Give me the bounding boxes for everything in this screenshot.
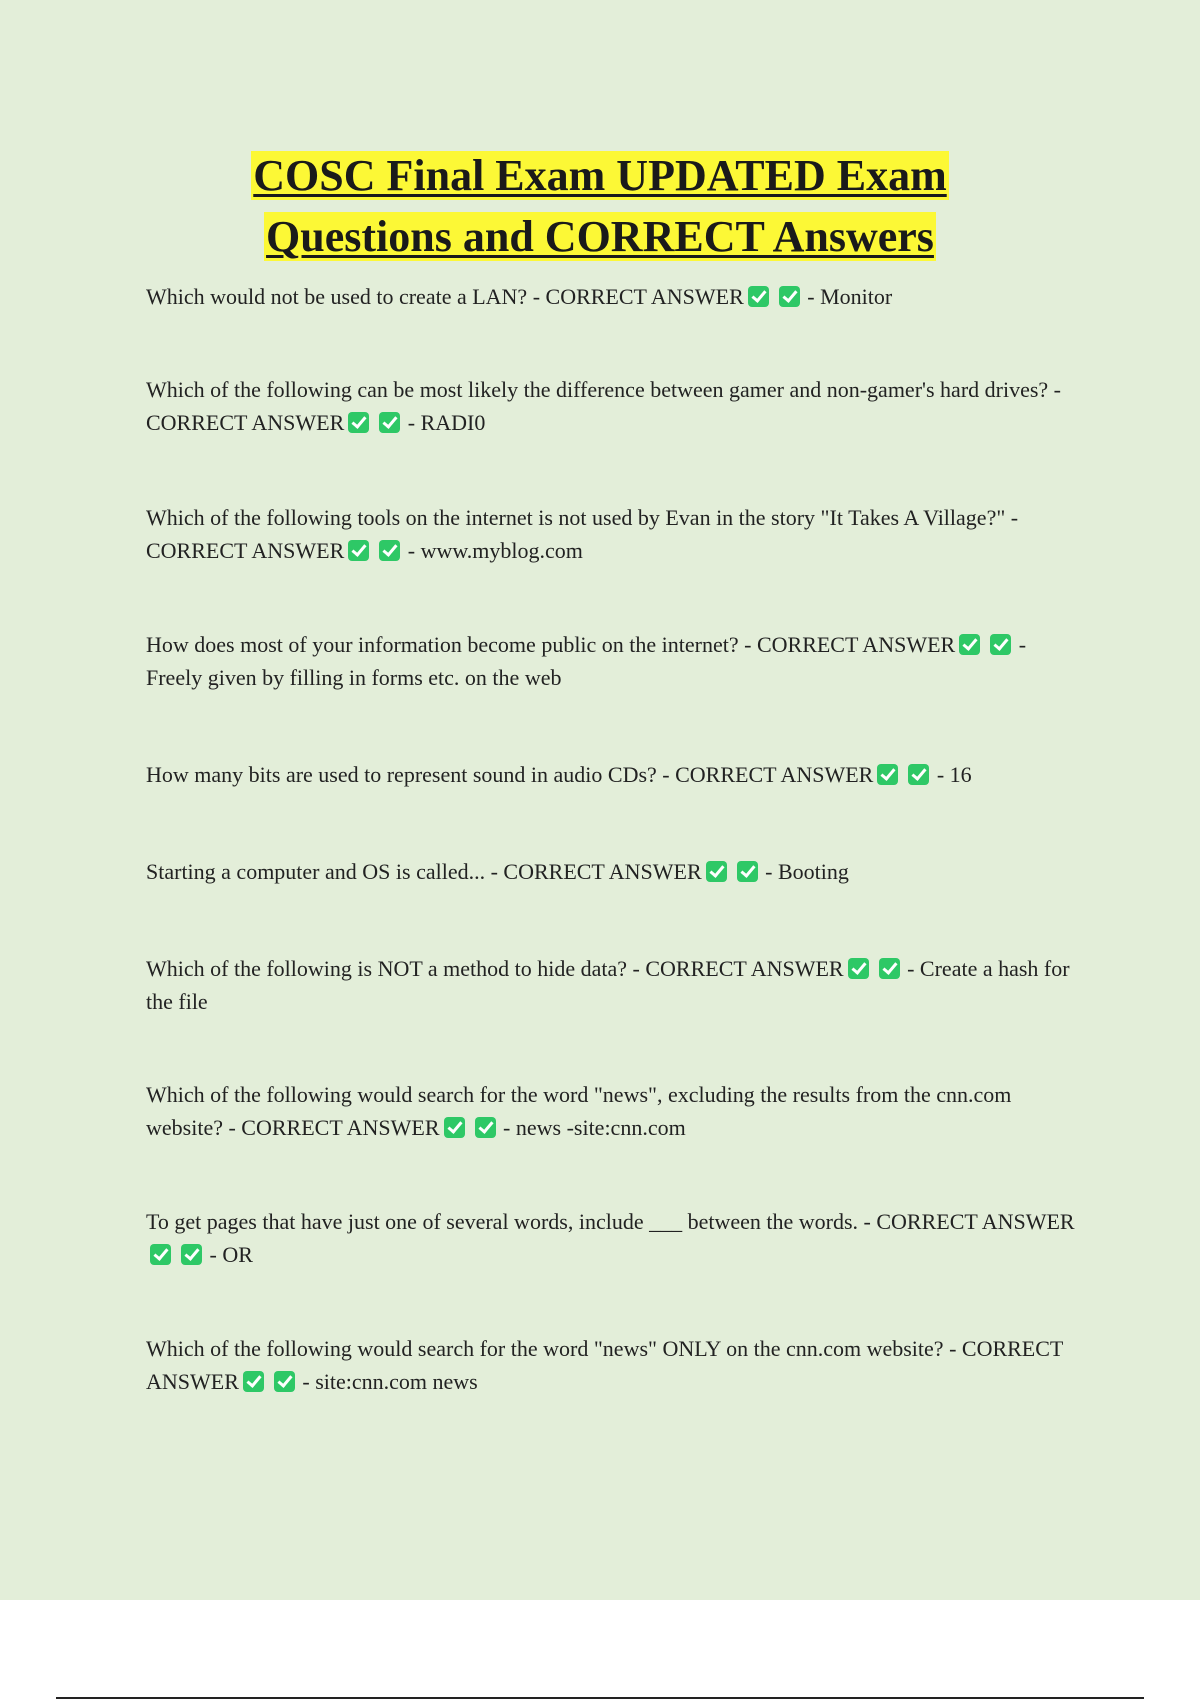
qa-item-1: [146, 280, 1086, 313]
green-check-icon: [748, 286, 769, 307]
qa-question: Which of the following would search for the word "news" ONLY on the cnn.com website? - CORRECT ANSWER: [146, 1336, 1063, 1394]
qa-question: Which of the following would search for the word "news", excluding the results from the cnn.com website? - CORRECT ANSWER: [146, 1082, 1012, 1140]
green-check-icon: [379, 540, 400, 561]
green-check-icon: [150, 1244, 171, 1265]
qa-answer: - Create a hash for the file: [146, 956, 1070, 1014]
qa-question: Which would not be used to create a LAN? - CORRECT ANSWER: [146, 284, 744, 309]
green-check-icon: [444, 1117, 465, 1138]
title-line-1: COSC Final Exam UPDATED Exam: [253, 151, 947, 200]
qa-answer: - RADI0: [402, 410, 486, 435]
qa-question: To get pages that have just one of several words, include ___ between the words. - CORRECT ANSWER: [146, 1209, 1075, 1234]
page-title: [0, 145, 1200, 267]
qa-answer: - Monitor: [801, 284, 893, 309]
qa-answer: - Freely given by filling in forms etc. on the web: [146, 632, 1027, 690]
qa-item-10: [146, 1332, 1086, 1398]
qa-question: How many bits are used to represent sound in audio CDs? - CORRECT ANSWER: [146, 762, 874, 787]
qa-answer: - Booting: [759, 859, 849, 884]
qa-question: Which of the following tools on the internet is not used by Evan in the story "It Takes A Village?" - CORRECT ANSWER: [146, 505, 1019, 563]
qa-item-8: [146, 1078, 1086, 1144]
qa-answer: - news -site:cnn.com: [497, 1115, 686, 1140]
qa-answer: - OR: [204, 1242, 253, 1267]
green-check-icon: [706, 861, 727, 882]
qa-item-9: [146, 1205, 1086, 1271]
green-check-icon: [990, 634, 1011, 655]
green-check-icon: [475, 1117, 496, 1138]
green-check-icon: [348, 540, 369, 561]
qa-item-5: [146, 758, 1086, 791]
qa-item-3: [146, 501, 1086, 567]
green-check-icon: [181, 1244, 202, 1265]
green-check-icon: [737, 861, 758, 882]
title-line-2: Questions and CORRECT Answers: [266, 212, 934, 261]
qa-item-2: [146, 373, 1086, 439]
green-check-icon: [848, 958, 869, 979]
green-check-icon: [877, 764, 898, 785]
qa-item-6: [146, 855, 1086, 888]
qa-answer: - www.myblog.com: [402, 538, 583, 563]
qa-question: Which of the following can be most likely the difference between gamer and non-gamer's hard drives? - CORRECT ANSWER: [146, 377, 1061, 435]
green-check-icon: [243, 1371, 264, 1392]
green-check-icon: [959, 634, 980, 655]
qa-question: Starting a computer and OS is called... - CORRECT ANSWER: [146, 859, 702, 884]
qa-item-4: [146, 628, 1086, 694]
green-check-icon: [379, 412, 400, 433]
green-check-icon: [779, 286, 800, 307]
qa-question: How does most of your information become public on the internet? - CORRECT ANSWER: [146, 632, 956, 657]
green-check-icon: [348, 412, 369, 433]
green-check-icon: [879, 958, 900, 979]
green-check-icon: [908, 764, 929, 785]
qa-item-7: [146, 952, 1086, 1018]
footer-divider: [56, 1697, 1144, 1699]
green-check-icon: [274, 1371, 295, 1392]
qa-question: Which of the following is NOT a method to hide data? - CORRECT ANSWER: [146, 956, 844, 981]
qa-answer: - 16: [931, 762, 972, 787]
qa-answer: - site:cnn.com news: [296, 1369, 478, 1394]
